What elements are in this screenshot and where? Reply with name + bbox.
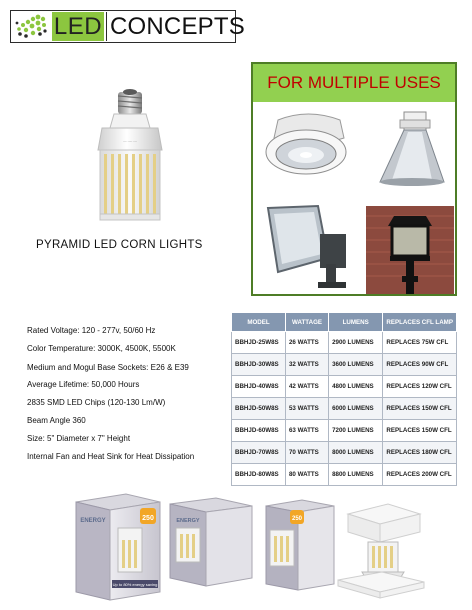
- spec-base-sockets: Medium and Mogul Base Sockets: E26 & E39: [27, 363, 189, 372]
- spec-lifetime: Average Lifetime: 50,000 Hours: [27, 380, 140, 389]
- cell-lumens: 6000 LUMENS: [329, 398, 383, 420]
- table-row: [232, 332, 457, 354]
- cell-replaces: REPLACES 150W CFL: [383, 420, 457, 442]
- spec-voltage: Rated Voltage: 120 - 277v, 50/60 Hz: [27, 326, 156, 335]
- logo-dots-icon: [14, 13, 48, 39]
- flood-light-image: [258, 198, 360, 292]
- cell-lumens: 4800 LUMENS: [329, 376, 383, 398]
- cell-replaces: REPLACES 75W CFL: [383, 332, 457, 354]
- corn-light-image: [88, 86, 172, 226]
- package-badge-3: 250: [291, 516, 303, 522]
- cell-replaces: REPLACES 90W CFL: [383, 354, 457, 376]
- table-row: [232, 442, 457, 464]
- cell-model: BBHJD-50W8S: [232, 398, 286, 420]
- column-header-model: MODEL: [232, 313, 286, 332]
- package-box-image-2: [166, 494, 256, 590]
- cell-lumens: 3600 LUMENS: [329, 354, 383, 376]
- table-row: [232, 354, 457, 376]
- cell-wattage: 63 WATTS: [285, 420, 328, 442]
- svg-text:--- ---- ---: --- ---- ---: [123, 139, 137, 143]
- cell-replaces: REPLACES 150W CFL: [383, 398, 457, 420]
- cell-model: BBHJD-60W8S: [232, 420, 286, 442]
- package-brand-1: ENERGY: [80, 518, 106, 524]
- cell-wattage: 42 WATTS: [285, 376, 328, 398]
- column-header-replaces: REPLACES CFL LAMP: [383, 313, 457, 332]
- package-brand-2: ENERGY: [176, 518, 200, 524]
- cell-model: BBHJD-40W8S: [232, 376, 286, 398]
- high-bay-fixture-image: [370, 106, 452, 188]
- cell-lumens: 7200 LUMENS: [329, 420, 383, 442]
- cell-wattage: 70 WATTS: [285, 442, 328, 464]
- cell-model: BBHJD-30W8S: [232, 354, 286, 376]
- spec-size: Size: 5" Diameter x 7" Height: [27, 434, 131, 443]
- package-badge-1: 250: [142, 515, 154, 522]
- product-title: PYRAMID LED CORN LIGHTS: [36, 239, 203, 251]
- spec-beam-angle: Beam Angle 360: [27, 416, 86, 425]
- cell-replaces: REPLACES 200W CFL: [383, 464, 457, 486]
- logo-divider: [106, 12, 107, 41]
- cell-lumens: 2900 LUMENS: [329, 332, 383, 354]
- table-row: [232, 398, 457, 420]
- cell-wattage: 80 WATTS: [285, 464, 328, 486]
- table-row: [232, 420, 457, 442]
- table-row: [232, 464, 457, 486]
- table-row: [232, 376, 457, 398]
- spec-color-temperature: Color Temperature: 3000K, 4500K, 5500K: [27, 344, 176, 353]
- package-box-image-3: [262, 496, 430, 600]
- cell-replaces: REPLACES 120W CFL: [383, 376, 457, 398]
- cell-model: BBHJD-25W8S: [232, 332, 286, 354]
- spec-heat-dissipation: Internal Fan and Heat Sink for Heat Dissipation: [27, 452, 195, 461]
- cell-model: BBHJD-80W8S: [232, 464, 286, 486]
- cell-wattage: 26 WATTS: [285, 332, 328, 354]
- logo-led-text: LED: [53, 13, 103, 40]
- package-saving-line-1: Up to 80% energy saving: [112, 582, 158, 587]
- column-header-lumens: LUMENS: [329, 313, 383, 332]
- cell-lumens: 8000 LUMENS: [329, 442, 383, 464]
- table-header-row: [232, 313, 457, 332]
- cell-replaces: REPLACES 180W CFL: [383, 442, 457, 464]
- uses-header: FOR MULTIPLE USES: [253, 64, 455, 102]
- cell-wattage: 32 WATTS: [285, 354, 328, 376]
- cell-model: BBHJD-70W8S: [232, 442, 286, 464]
- model-table: [231, 312, 457, 486]
- logo-concepts-text: CONCEPTS: [110, 13, 245, 40]
- ceiling-fixture-image: [258, 106, 358, 184]
- post-lantern-image: [366, 206, 454, 294]
- cell-wattage: 53 WATTS: [285, 398, 328, 420]
- package-box-image-1: [68, 488, 164, 606]
- column-header-wattage: WATTAGE: [285, 313, 328, 332]
- cell-lumens: 8800 LUMENS: [329, 464, 383, 486]
- spec-led-chips: 2835 SMD LED Chips (120-130 Lm/W): [27, 398, 166, 407]
